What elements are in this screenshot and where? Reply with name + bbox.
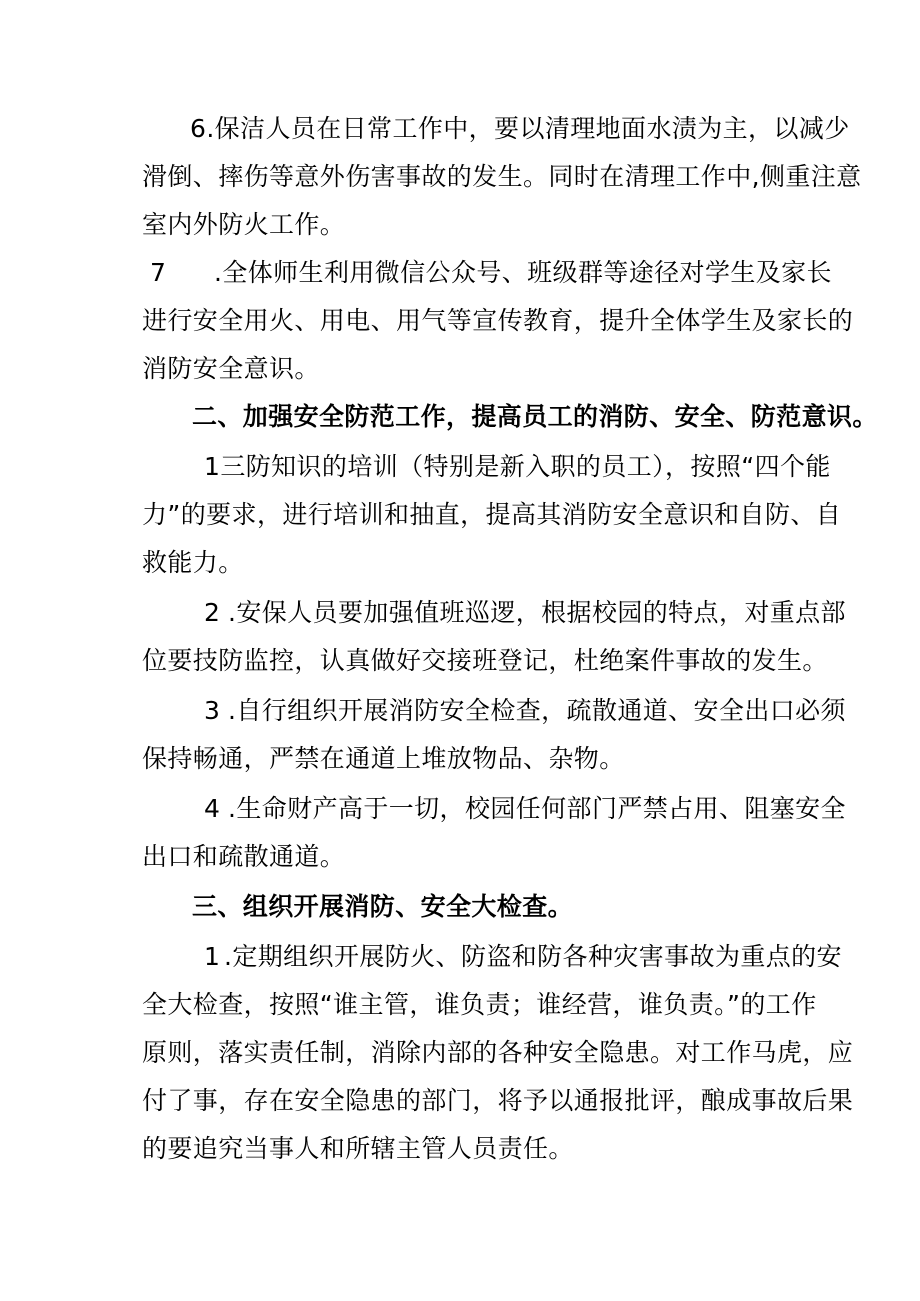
s2-item2-line-1: .安保人员要加强值班巡逻，根据校园的特点，对重点部 <box>228 598 846 627</box>
p6-line-1 <box>190 112 850 146</box>
s3-item1-line-5: 的要追究当事人和所辖主管人员责任。 <box>142 1134 574 1163</box>
s2-item2-number: 2 <box>204 598 221 627</box>
s3-item1-line-2: 全大检查，按照“谁主管，谁负责；谁经营，谁负责。”的工作 <box>142 990 817 1019</box>
section2-heading: 二、加强安全防范工作，提高员工的消防、安全、防范意识。 <box>192 402 878 431</box>
s2-item4-number: 4 <box>204 794 221 823</box>
s2-item3-line-1: .自行组织开展消防安全检查，疏散通道、安全出口必须 <box>228 696 846 725</box>
s2-item3-line-2: 保持畅通，严禁在通道上堆放物品、杂物。 <box>142 744 625 773</box>
s2-item2-line-2: 位要技防监控，认真做好交接班登记，杜绝案件事故的发生。 <box>142 646 828 675</box>
s2-item4-line-2: 出口和疏散通道。 <box>142 842 346 871</box>
p7-number: 7 <box>150 258 167 287</box>
s2-item4-line-1: .生命财产高于一切，校园任何部门严禁占用、阻塞安全 <box>228 794 846 823</box>
s3-item1-line-4: 付了事，存在安全隐患的部门，将予以通报批评，酿成事故后果 <box>142 1086 854 1115</box>
s2-item3-number: 3 <box>204 696 221 725</box>
s3-item1-line-1: .定期组织开展防火、防盗和防各种灾害事故为重点的安 <box>224 942 842 971</box>
s2-item1-line-3: 救能力。 <box>142 548 244 577</box>
s2-item1-number: 1 <box>204 452 221 481</box>
section3-heading: 三、组织开展消防、安全大检查。 <box>192 892 574 921</box>
p7-line-3: 消防安全意识。 <box>142 354 320 383</box>
s2-item1-line-2: 力”的要求，进行培训和抽直，提高其消防安全意识和自防、自 <box>142 500 842 529</box>
s2-item1-text-1: 三防知识的培训（特别是新入职的员工），按照“四个能 <box>220 452 831 481</box>
p6-line-2: 滑倒、摔伤等意外伤害事故的发生。同时在清理工作中,侧重注意 <box>142 162 862 191</box>
p6-line-3: 室内外防火工作。 <box>142 210 346 239</box>
p7-line-1: .全体师生利用微信公众号、班级群等途径对学生及家长 <box>214 258 832 287</box>
s3-item1-number: 1 <box>204 942 221 971</box>
p6-number: 6 <box>190 114 207 143</box>
s2-item1-line-1 <box>204 450 831 484</box>
p7-line-2: 进行安全用火、用电、用气等宣传教育，提升全体学生及家长的 <box>142 306 854 335</box>
s3-item1-line-3: 原则，落实责任制，消除内部的各种安全隐患。对工作马虎，应 <box>142 1038 854 1067</box>
p6-text-1: .保洁人员在日常工作中，要以清理地面水渍为主，以减少 <box>206 114 850 143</box>
